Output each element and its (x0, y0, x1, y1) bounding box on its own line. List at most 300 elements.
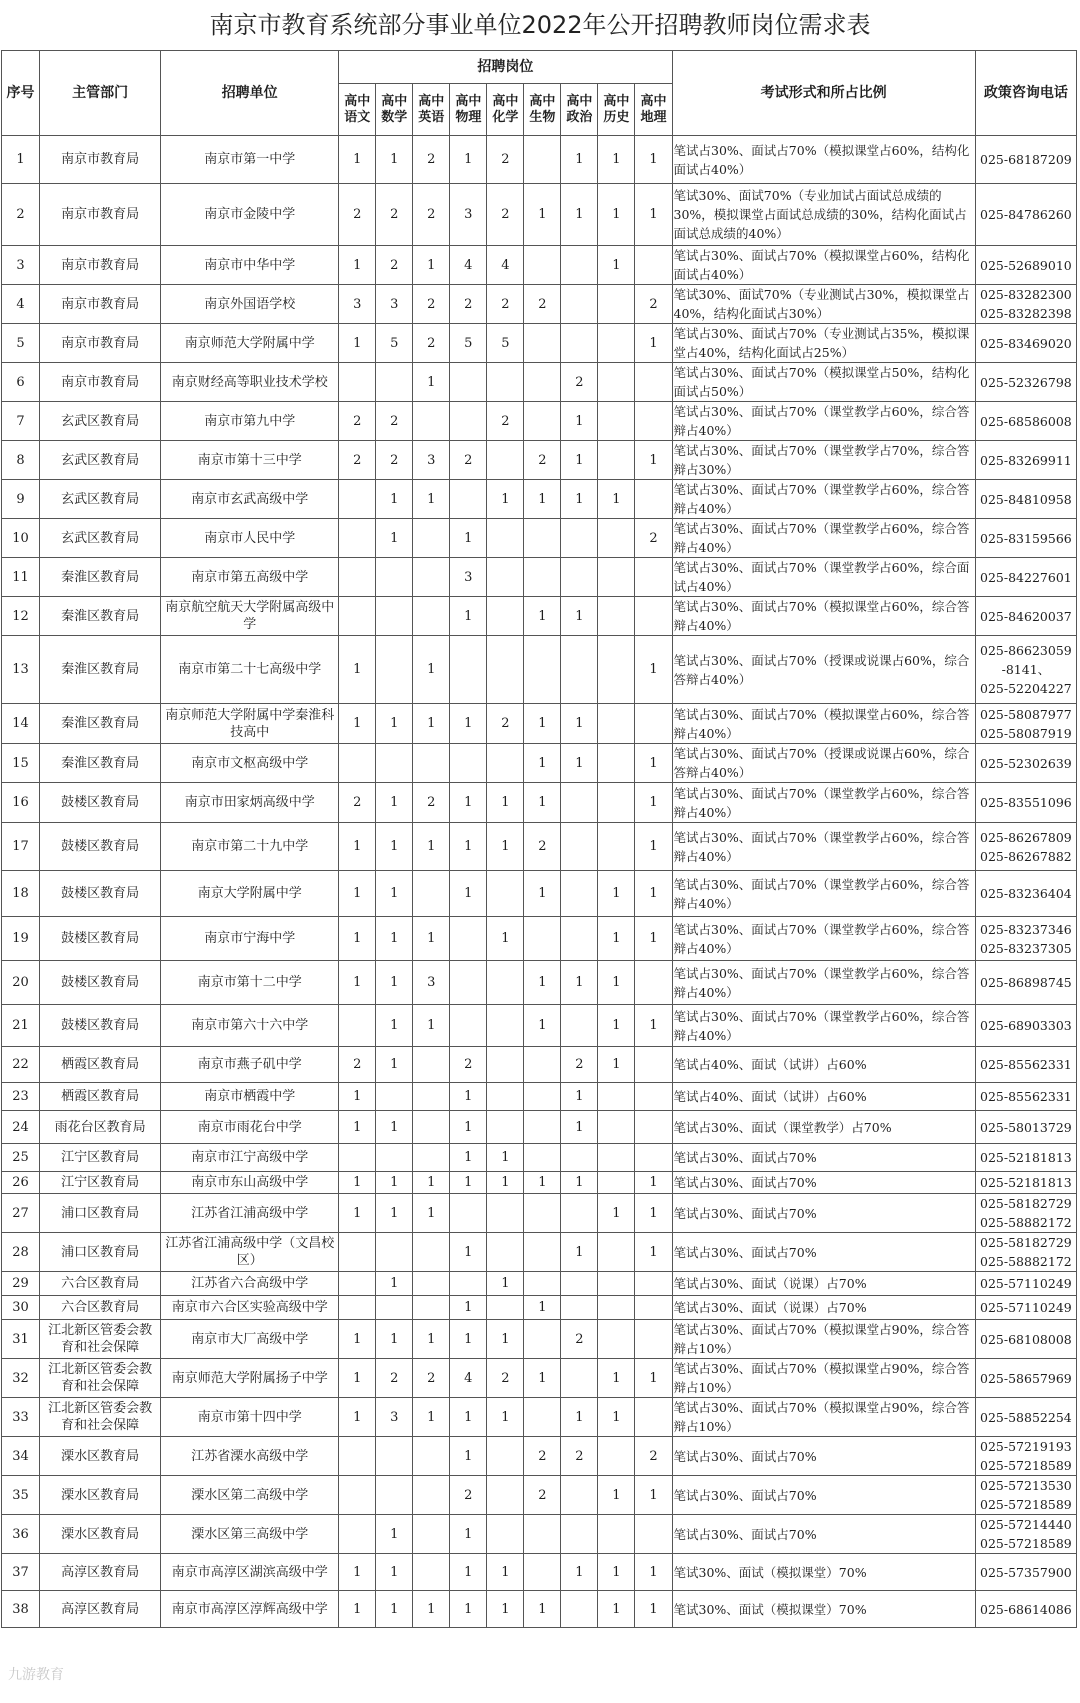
row-phone (975, 441, 1076, 480)
post-count (561, 783, 598, 823)
post-count: 1 (487, 480, 524, 519)
row-unit: 南京市第五高级中学 (161, 558, 339, 597)
header-exam: 考试形式和所占比例 (672, 51, 975, 136)
post-count: 1 (339, 636, 376, 704)
post-count (598, 1515, 635, 1554)
post-count: 1 (598, 1591, 635, 1628)
post-count (487, 636, 524, 704)
row-exam: 笔试占30%、面试占70%（课堂教学占60%，综合面试占40%） (672, 558, 975, 597)
row-phone (975, 1515, 1076, 1554)
row-dept: 玄武区教育局 (40, 519, 161, 558)
row-unit: 南京市第二十七高级中学 (161, 636, 339, 704)
post-count (487, 441, 524, 480)
row-unit: 南京市六合区实验高级中学 (161, 1296, 339, 1320)
post-count (561, 558, 598, 597)
phone-number: 025-58182729 (980, 1196, 1072, 1211)
post-count (487, 1515, 524, 1554)
row-phone (975, 1047, 1076, 1083)
post-count (598, 441, 635, 480)
row-exam: 笔试占30%、面试占70%（授课或说课占60%，综合答辩占40%） (672, 636, 975, 704)
post-count (413, 1144, 450, 1172)
post-count: 1 (450, 1320, 487, 1359)
row-phone (975, 480, 1076, 519)
post-count (635, 704, 672, 744)
post-count (598, 519, 635, 558)
table-row (2, 363, 1077, 402)
post-count: 1 (598, 1047, 635, 1083)
row-exam: 笔试占30%、面试占70% (672, 1144, 975, 1172)
header-subject: 高中 英语 (413, 84, 450, 136)
table-row (2, 1272, 1077, 1296)
post-count: 1 (524, 1296, 561, 1320)
row-index: 5 (2, 324, 40, 363)
post-count: 2 (487, 704, 524, 744)
row-dept: 溧水区教育局 (40, 1437, 161, 1476)
phone-number: 025-68187209 (980, 152, 1072, 167)
post-count: 2 (339, 441, 376, 480)
post-count: 1 (598, 1554, 635, 1591)
post-count: 1 (635, 871, 672, 917)
row-dept: 鼓楼区教育局 (40, 961, 161, 1005)
row-index: 35 (2, 1476, 40, 1515)
row-index: 18 (2, 871, 40, 917)
phone-number: 025-83282300 (980, 287, 1072, 302)
row-unit: 南京市第六十六中学 (161, 1005, 339, 1047)
post-count (635, 402, 672, 441)
header-unit: 招聘单位 (161, 51, 339, 136)
row-index: 34 (2, 1437, 40, 1476)
row-phone (975, 184, 1076, 246)
post-count (635, 363, 672, 402)
post-count (524, 917, 561, 961)
post-count: 2 (561, 1437, 598, 1476)
recruitment-table (1, 50, 1077, 1628)
phone-number: 025-83237346 (980, 921, 1072, 937)
post-count: 2 (635, 519, 672, 558)
post-count: 1 (413, 1591, 450, 1628)
post-count: 1 (450, 783, 487, 823)
row-exam: 笔试占30%、面试占70%（模拟课堂占90%，综合答辩占10%） (672, 1320, 975, 1359)
row-index: 4 (2, 285, 40, 324)
post-count: 1 (635, 136, 672, 184)
post-count: 1 (450, 1144, 487, 1172)
post-count (339, 1296, 376, 1320)
post-count (598, 1272, 635, 1296)
post-count: 1 (413, 246, 450, 285)
post-count: 1 (450, 1083, 487, 1111)
post-count: 1 (524, 597, 561, 636)
post-count: 1 (524, 744, 561, 783)
post-count: 1 (376, 519, 413, 558)
post-count (413, 1047, 450, 1083)
row-index: 14 (2, 704, 40, 744)
row-exam: 笔试占30%、面试占70%（课堂教学占60%，综合答辩占40%） (672, 480, 975, 519)
row-index: 21 (2, 1005, 40, 1047)
post-count (561, 246, 598, 285)
post-count: 2 (339, 783, 376, 823)
row-phone (975, 1591, 1076, 1628)
post-count (339, 363, 376, 402)
post-count: 1 (598, 480, 635, 519)
post-count: 1 (450, 1515, 487, 1554)
row-exam: 笔试30%、面试（模拟课堂）70% (672, 1591, 975, 1628)
post-count (635, 1272, 672, 1296)
post-count: 1 (376, 823, 413, 871)
post-count: 1 (561, 480, 598, 519)
post-count: 1 (635, 1172, 672, 1194)
post-count: 1 (561, 184, 598, 246)
post-count (561, 1515, 598, 1554)
post-count (376, 1233, 413, 1272)
row-exam: 笔试占30%、面试占70%（课堂教学占60%，综合答辩占40%） (672, 917, 975, 961)
post-count: 1 (450, 1296, 487, 1320)
phone-number: 025-86267882 (980, 848, 1072, 864)
row-index: 23 (2, 1083, 40, 1111)
row-phone (975, 1554, 1076, 1591)
post-count: 2 (450, 441, 487, 480)
row-index: 31 (2, 1320, 40, 1359)
table-row (2, 636, 1077, 704)
phone-number: 025-86267809 (980, 829, 1072, 845)
row-unit: 南京大学附属中学 (161, 871, 339, 917)
row-unit: 南京市第二十九中学 (161, 823, 339, 871)
row-dept: 秦淮区教育局 (40, 704, 161, 744)
post-count: 2 (413, 324, 450, 363)
post-count (524, 1194, 561, 1233)
post-count (561, 1194, 598, 1233)
post-count (450, 744, 487, 783)
post-count: 2 (413, 184, 450, 246)
post-count: 1 (413, 917, 450, 961)
row-phone (975, 285, 1076, 324)
phone-number: 025-58013729 (980, 1119, 1072, 1135)
post-count: 1 (376, 961, 413, 1005)
post-count (413, 519, 450, 558)
post-count (339, 1233, 376, 1272)
post-count (524, 1554, 561, 1591)
phone-number: 025-57219193 (980, 1439, 1072, 1454)
phone-number: 025-52689010 (980, 257, 1072, 273)
header-phone: 政策咨询电话 (975, 51, 1076, 136)
post-count (561, 1005, 598, 1047)
post-count (635, 1320, 672, 1359)
row-unit: 南京市高淳区淳辉高级中学 (161, 1591, 339, 1628)
row-phone (975, 783, 1076, 823)
post-count: 1 (339, 1359, 376, 1398)
table-row (2, 1476, 1077, 1515)
post-count (339, 744, 376, 783)
post-count: 2 (339, 402, 376, 441)
post-count (561, 1144, 598, 1172)
phone-number: 025-83269911 (980, 452, 1072, 468)
post-count (339, 480, 376, 519)
phone-number: 025-84620037 (980, 608, 1072, 624)
row-index: 37 (2, 1554, 40, 1591)
post-count (635, 1111, 672, 1144)
post-count: 1 (487, 1144, 524, 1172)
post-count (487, 1111, 524, 1144)
table-row (2, 1047, 1077, 1083)
post-count (339, 1144, 376, 1172)
row-exam: 笔试占30%、面试占70%（模拟课堂占60%，结构化面试占40%） (672, 246, 975, 285)
post-count: 3 (450, 558, 487, 597)
row-dept: 玄武区教育局 (40, 441, 161, 480)
post-count: 1 (339, 324, 376, 363)
phone-number: 025-83551096 (980, 795, 1072, 810)
row-exam: 笔试占30%、面试占70%（模拟课堂占90%，综合答辩占10%） (672, 1398, 975, 1437)
post-count: 4 (487, 246, 524, 285)
post-count (635, 1083, 672, 1111)
post-count: 1 (450, 1398, 487, 1437)
post-count (413, 402, 450, 441)
row-index: 32 (2, 1359, 40, 1398)
post-count: 1 (561, 1111, 598, 1144)
post-count: 3 (413, 441, 450, 480)
row-index: 1 (2, 136, 40, 184)
phone-number: 025-52204227 (980, 681, 1072, 696)
row-dept: 秦淮区教育局 (40, 558, 161, 597)
post-count (450, 363, 487, 402)
row-phone (975, 1144, 1076, 1172)
row-dept: 玄武区教育局 (40, 402, 161, 441)
phone-number: 025-85562331 (980, 1089, 1072, 1104)
header-subject: 高中 物理 (450, 84, 487, 136)
post-count: 2 (376, 402, 413, 441)
table-row (2, 1554, 1077, 1591)
row-phone (975, 636, 1076, 704)
table-row (2, 783, 1077, 823)
phone-number: 025-84227601 (980, 569, 1072, 585)
row-exam: 笔试占30%、面试占70%（模拟课堂占60%，结构化面试占40%） (672, 136, 975, 184)
post-count: 1 (376, 1272, 413, 1296)
phone-number: 025-58087977 (980, 706, 1072, 722)
row-unit: 南京外国语学校 (161, 285, 339, 324)
post-count (487, 1233, 524, 1272)
post-count (487, 871, 524, 917)
phone-number: 025-83469020 (980, 335, 1072, 351)
post-count: 1 (635, 184, 672, 246)
row-index: 38 (2, 1591, 40, 1628)
post-count (561, 1476, 598, 1515)
post-count: 1 (635, 1194, 672, 1233)
row-exam: 笔试占40%、面试（试讲）占60% (672, 1083, 975, 1111)
post-count (376, 636, 413, 704)
table-row (2, 519, 1077, 558)
post-count (450, 402, 487, 441)
row-unit: 南京市栖霞中学 (161, 1083, 339, 1111)
post-count: 1 (598, 1194, 635, 1233)
row-phone (975, 597, 1076, 636)
phone-number: 025-52181813 (980, 1150, 1072, 1165)
post-count: 1 (524, 783, 561, 823)
row-exam: 笔试占40%、面试（试讲）占60% (672, 1047, 975, 1083)
row-exam: 笔试30%、面试70%（专业加试占面试总成绩的30%，模拟课堂占面试总成绩的30%，结构化面试占面试总成绩的40%） (672, 184, 975, 246)
row-index: 11 (2, 558, 40, 597)
row-dept: 鼓楼区教育局 (40, 1005, 161, 1047)
header-index: 序号 (2, 51, 40, 136)
row-unit: 江苏省江浦高级中学 (161, 1194, 339, 1233)
table-row (2, 704, 1077, 744)
post-count: 1 (450, 1233, 487, 1272)
phone-number: 025-58657969 (980, 1370, 1072, 1386)
row-index: 28 (2, 1233, 40, 1272)
post-count (413, 744, 450, 783)
phone-number: 025-86623059 (980, 643, 1072, 658)
post-count: 1 (635, 1233, 672, 1272)
row-exam: 笔试占30%、面试占70%（课堂教学占60%，综合答辩占40%） (672, 402, 975, 441)
row-unit: 南京市大厂高级中学 (161, 1320, 339, 1359)
post-count: 1 (450, 1111, 487, 1144)
post-count: 1 (339, 1398, 376, 1437)
row-phone (975, 917, 1076, 961)
post-count: 1 (413, 1005, 450, 1047)
row-dept: 高淳区教育局 (40, 1591, 161, 1628)
post-count: 2 (413, 285, 450, 324)
row-phone (975, 871, 1076, 917)
post-count: 2 (524, 441, 561, 480)
row-phone (975, 1320, 1076, 1359)
row-dept: 栖霞区教育局 (40, 1047, 161, 1083)
phone-number: 025-57214440 (980, 1517, 1072, 1532)
post-count: 1 (376, 1194, 413, 1233)
table-row (2, 1083, 1077, 1111)
row-phone (975, 704, 1076, 744)
post-count (635, 1047, 672, 1083)
post-count: 2 (413, 1359, 450, 1398)
row-dept: 南京市教育局 (40, 324, 161, 363)
post-count (413, 597, 450, 636)
post-count: 1 (376, 871, 413, 917)
table-row (2, 1359, 1077, 1398)
post-count (450, 917, 487, 961)
phone-number: 025-58087919 (980, 725, 1072, 741)
row-exam: 笔试占30%、面试占70% (672, 1476, 975, 1515)
row-phone (975, 1111, 1076, 1144)
post-count: 1 (376, 1515, 413, 1554)
post-count: 1 (487, 1272, 524, 1296)
post-count: 1 (450, 704, 487, 744)
post-count (598, 1144, 635, 1172)
post-count (487, 1476, 524, 1515)
post-count (376, 1144, 413, 1172)
post-count (524, 1144, 561, 1172)
post-count: 1 (524, 1359, 561, 1398)
row-unit: 南京市宁海中学 (161, 917, 339, 961)
post-count: 1 (561, 597, 598, 636)
row-exam: 笔试占30%、面试占70% (672, 1515, 975, 1554)
post-count (561, 871, 598, 917)
post-count (450, 1272, 487, 1296)
post-count: 1 (635, 1359, 672, 1398)
row-exam: 笔试占30%、面试占70%（课堂教学占60%，综合答辩占40%） (672, 871, 975, 917)
post-count (598, 597, 635, 636)
post-count: 1 (524, 704, 561, 744)
row-exam: 笔试占30%、面试占70%（课堂教学占60%，综合答辩占40%） (672, 961, 975, 1005)
post-count: 1 (450, 136, 487, 184)
post-count: 2 (524, 1476, 561, 1515)
post-count: 1 (339, 1320, 376, 1359)
post-count (598, 636, 635, 704)
post-count (339, 558, 376, 597)
post-count: 2 (524, 823, 561, 871)
phone-number: 025-85562331 (980, 1057, 1072, 1072)
row-index: 3 (2, 246, 40, 285)
post-count: 1 (487, 1398, 524, 1437)
post-count (524, 1111, 561, 1144)
phone-number: 025-52326798 (980, 374, 1072, 390)
post-count: 1 (450, 1172, 487, 1194)
post-count (339, 1476, 376, 1515)
post-count (524, 558, 561, 597)
post-count (635, 558, 672, 597)
row-index: 27 (2, 1194, 40, 1233)
row-unit: 南京市雨花台中学 (161, 1111, 339, 1144)
row-phone (975, 1172, 1076, 1194)
post-count: 1 (561, 1172, 598, 1194)
row-index: 20 (2, 961, 40, 1005)
post-count (413, 1111, 450, 1144)
post-count: 1 (376, 136, 413, 184)
post-count: 2 (339, 1047, 376, 1083)
post-count: 1 (339, 1111, 376, 1144)
row-index: 17 (2, 823, 40, 871)
page-title: 南京市教育系统部分事业单位2022年公开招聘教师岗位需求表 (209, 11, 871, 39)
table-row (2, 744, 1077, 783)
post-count: 1 (635, 1554, 672, 1591)
row-unit: 南京航空航天大学附属高级中学 (161, 597, 339, 636)
row-index: 30 (2, 1296, 40, 1320)
post-count (413, 1437, 450, 1476)
post-count (524, 1272, 561, 1296)
post-count: 2 (487, 1359, 524, 1398)
row-index: 7 (2, 402, 40, 441)
post-count (524, 1233, 561, 1272)
post-count: 1 (561, 402, 598, 441)
row-unit: 南京市第十四中学 (161, 1398, 339, 1437)
post-count: 2 (376, 441, 413, 480)
post-count: 1 (450, 519, 487, 558)
post-count: 1 (339, 1194, 376, 1233)
post-count: 2 (487, 136, 524, 184)
table-row (2, 246, 1077, 285)
row-phone (975, 246, 1076, 285)
row-dept: 南京市教育局 (40, 285, 161, 324)
row-phone (975, 1398, 1076, 1437)
post-count: 1 (450, 1554, 487, 1591)
table-row (2, 1515, 1077, 1554)
phone-number: 025-57218589 (980, 1458, 1072, 1473)
post-count: 1 (487, 783, 524, 823)
table-row (2, 1005, 1077, 1047)
row-exam: 笔试占30%、面试占70%（课堂教学占60%，综合答辩占40%） (672, 1005, 975, 1047)
table-row (2, 1144, 1077, 1172)
row-phone (975, 1272, 1076, 1296)
table-row (2, 285, 1077, 324)
post-count (487, 597, 524, 636)
post-count (561, 823, 598, 871)
post-count (524, 402, 561, 441)
row-unit: 溧水区第三高级中学 (161, 1515, 339, 1554)
row-index: 8 (2, 441, 40, 480)
post-count (450, 636, 487, 704)
row-index: 12 (2, 597, 40, 636)
row-phone (975, 1359, 1076, 1398)
post-count (598, 1296, 635, 1320)
post-count: 1 (413, 1320, 450, 1359)
post-count: 1 (598, 136, 635, 184)
table-row (2, 823, 1077, 871)
row-phone (975, 1233, 1076, 1272)
